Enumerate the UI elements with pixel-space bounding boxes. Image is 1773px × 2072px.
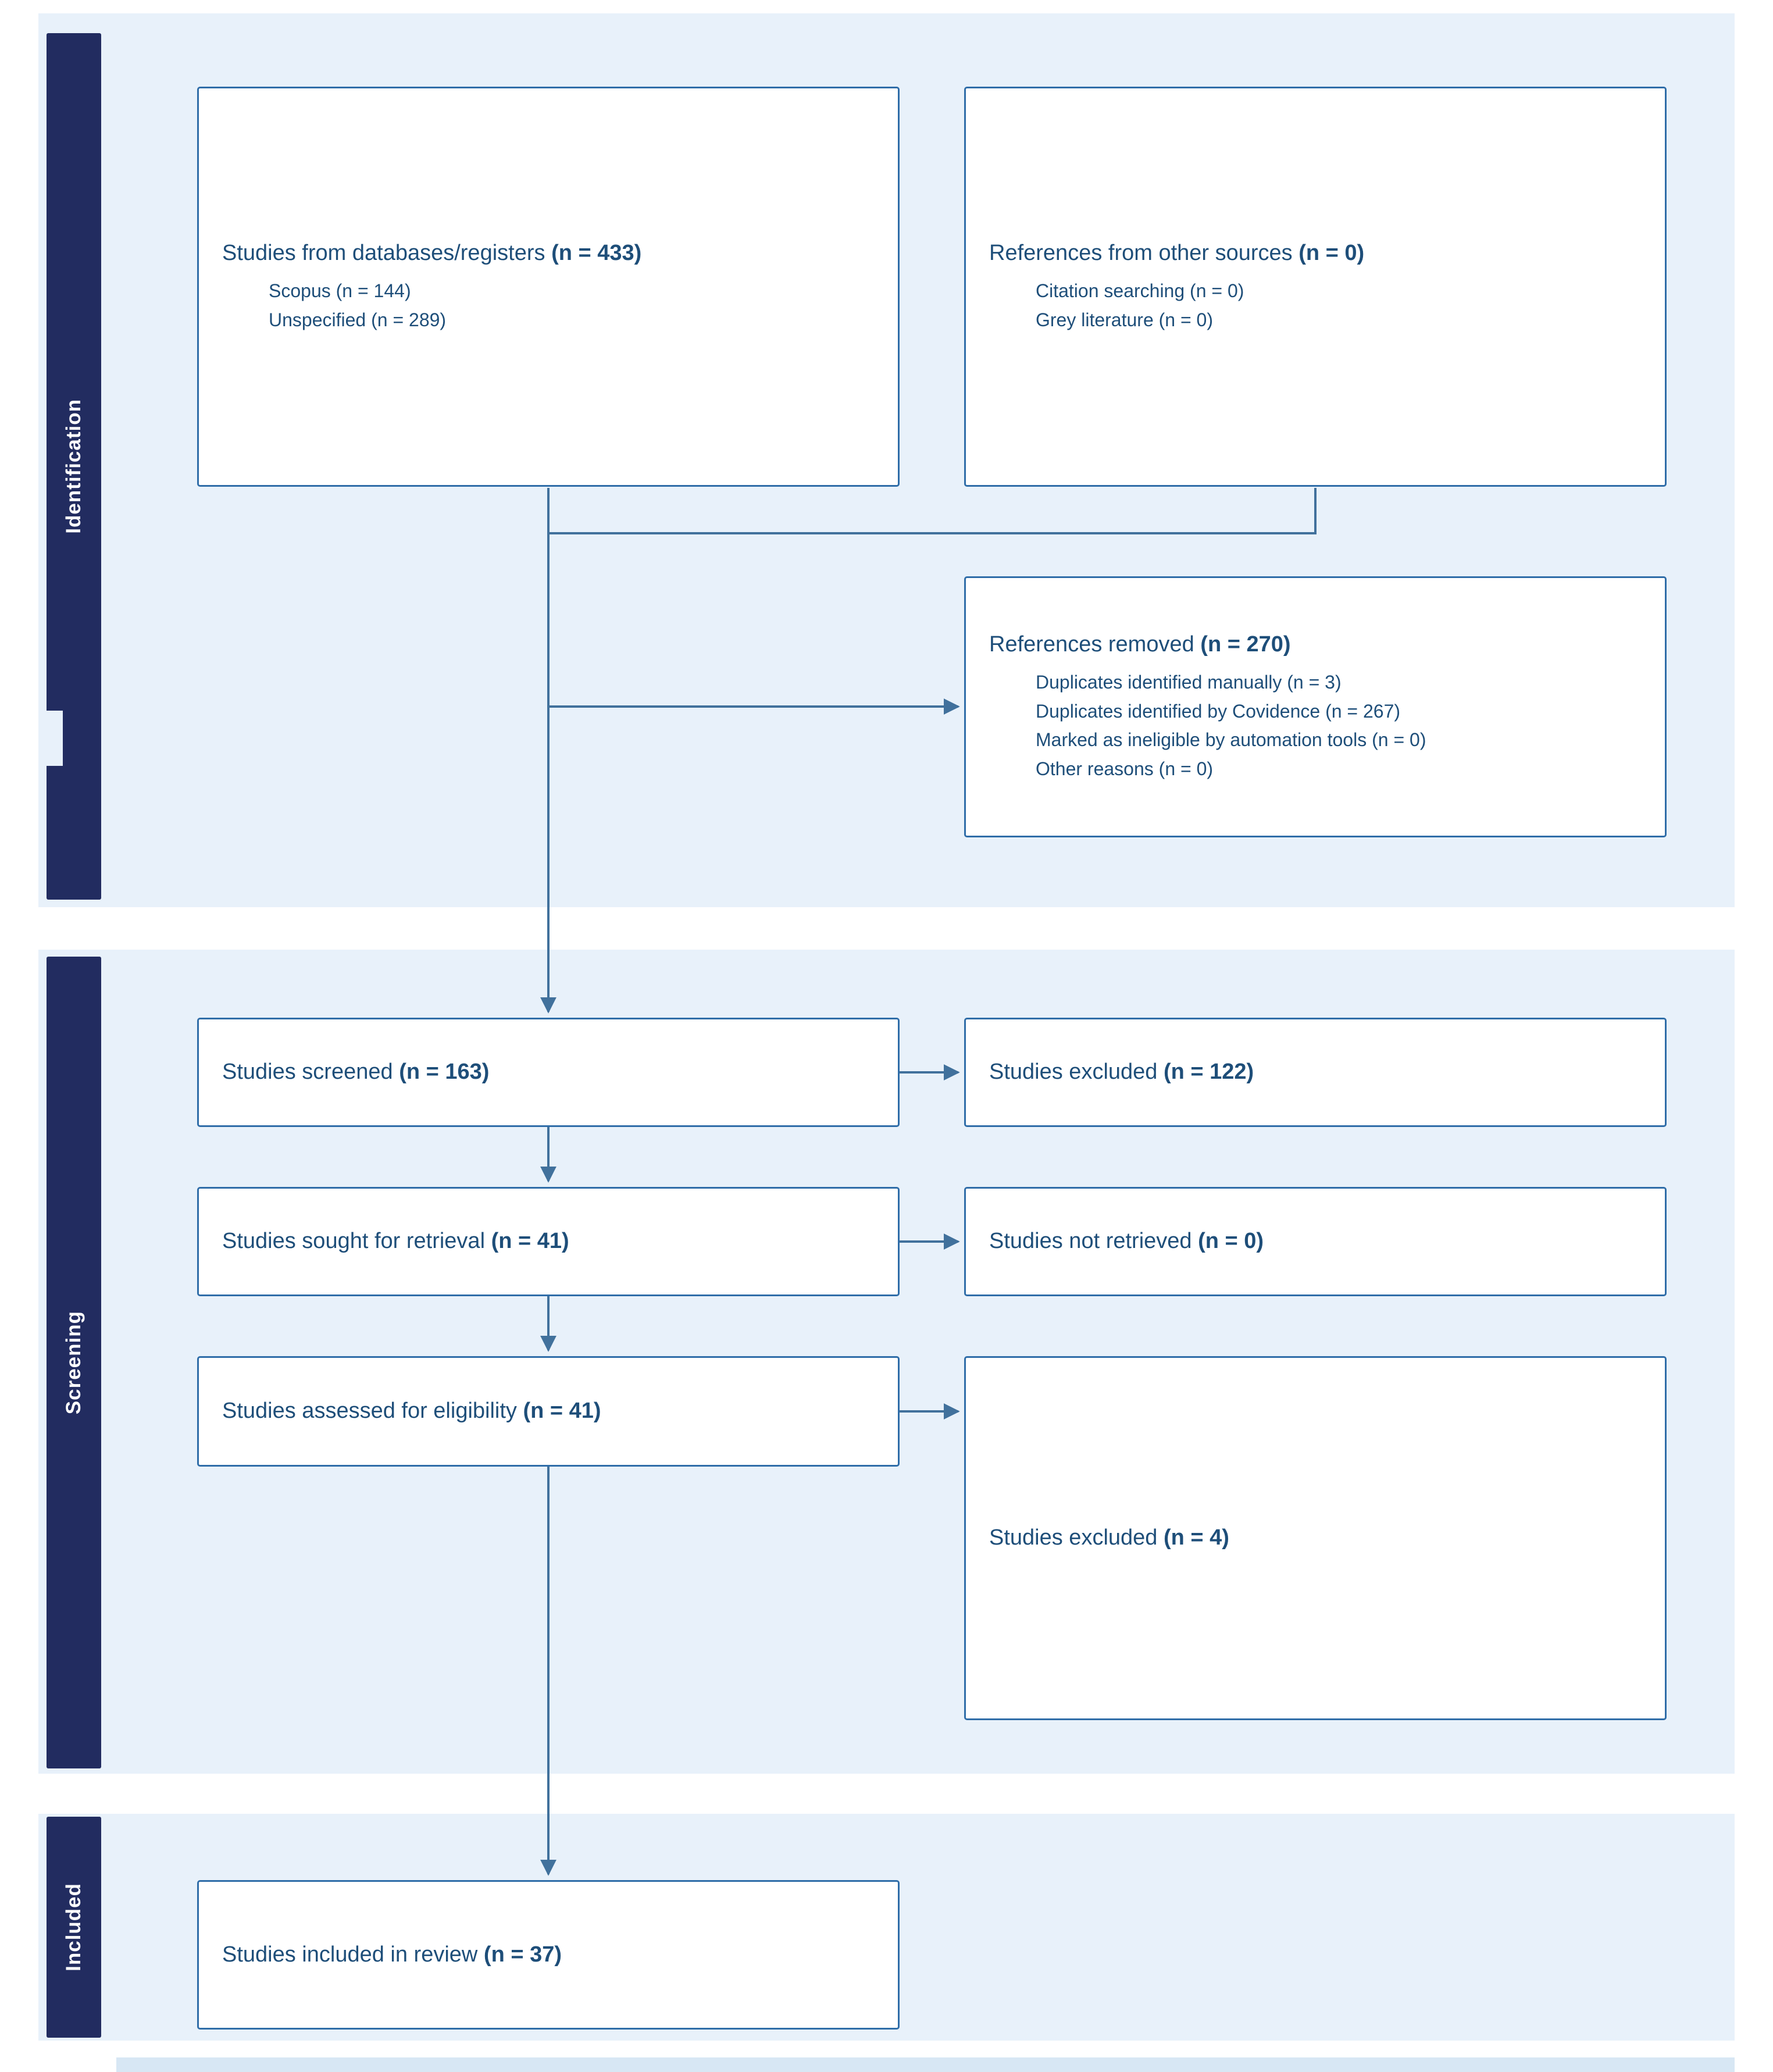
box-databases-registers <box>197 87 900 487</box>
box-count: (n = 122) <box>1163 1060 1254 1085</box>
box-studies-excluded-screening <box>964 1018 1667 1127</box>
box-title <box>989 1058 1642 1086</box>
box-label: Studies excluded <box>989 1525 1158 1550</box>
box-label: Studies from databases/registers <box>222 240 545 265</box>
box-studies-excluded-eligibility <box>964 1356 1667 1720</box>
included-phase-label: Included <box>62 1883 85 1971</box>
box-count: (n = 37) <box>483 1942 562 1967</box>
screening-phase-bar <box>47 957 101 1768</box>
box-label: References from other sources <box>989 240 1293 265</box>
box-studies-not-retrieved <box>964 1187 1667 1296</box>
box-studies-sought <box>197 1187 900 1296</box>
box-count: (n = 0) <box>1298 240 1365 265</box>
screening-phase-label: Screening <box>62 1310 85 1415</box>
box-references-removed <box>964 576 1667 837</box>
box-items <box>222 277 875 334</box>
box-count: (n = 270) <box>1200 632 1291 657</box>
box-label: Studies included in review <box>222 1942 478 1967</box>
box-item: Grey literature (n = 0) <box>1036 309 1213 330</box>
box-item: Scopus (n = 144) <box>269 280 411 302</box>
box-studies-assessed <box>197 1356 900 1467</box>
box-count: (n = 163) <box>399 1060 490 1085</box>
box-item: Duplicates identified by Covidence (n = 267) <box>1036 700 1401 722</box>
box-label: Studies screened <box>222 1060 393 1085</box>
identification-phase-label: Identification <box>62 399 85 534</box>
box-item: Citation searching (n = 0) <box>1036 280 1244 302</box>
box-label: References removed <box>989 632 1194 657</box>
box-count: (n = 0) <box>1198 1229 1264 1254</box>
box-item: Marked as ineligible by automation tools (n = 0) <box>1036 729 1426 751</box>
bottom-strip <box>116 2057 1735 2072</box>
box-title <box>989 1524 1642 1552</box>
identification-phase-bar <box>47 33 101 900</box>
box-item: Duplicates identified manually (n = 3) <box>1036 672 1342 693</box>
box-title <box>989 1227 1642 1256</box>
box-items <box>989 668 1642 783</box>
box-count: (n = 41) <box>523 1399 601 1424</box>
box-title <box>222 239 875 268</box>
box-count: (n = 433) <box>551 240 642 265</box>
box-title <box>222 1941 875 1969</box>
box-other-sources <box>964 87 1667 487</box>
box-label: Studies not retrieved <box>989 1229 1192 1254</box>
box-label: Studies excluded <box>989 1060 1158 1085</box>
box-title <box>222 1058 875 1086</box>
identification-bar-notch <box>38 711 63 766</box>
included-phase-bar <box>47 1817 101 2038</box>
box-label: Studies assessed for eligibility <box>222 1399 517 1424</box>
box-title <box>222 1227 875 1256</box>
box-count: (n = 41) <box>491 1229 569 1254</box>
box-title <box>222 1397 875 1425</box>
box-label: Studies sought for retrieval <box>222 1229 486 1254</box>
box-title <box>989 630 1642 659</box>
box-item: Other reasons (n = 0) <box>1036 758 1214 779</box>
box-studies-included <box>197 1880 900 2030</box>
box-studies-screened <box>197 1018 900 1127</box>
box-items <box>989 277 1642 334</box>
box-item: Unspecified (n = 289) <box>269 309 447 330</box>
box-title <box>989 239 1642 268</box>
box-count: (n = 4) <box>1163 1525 1229 1550</box>
